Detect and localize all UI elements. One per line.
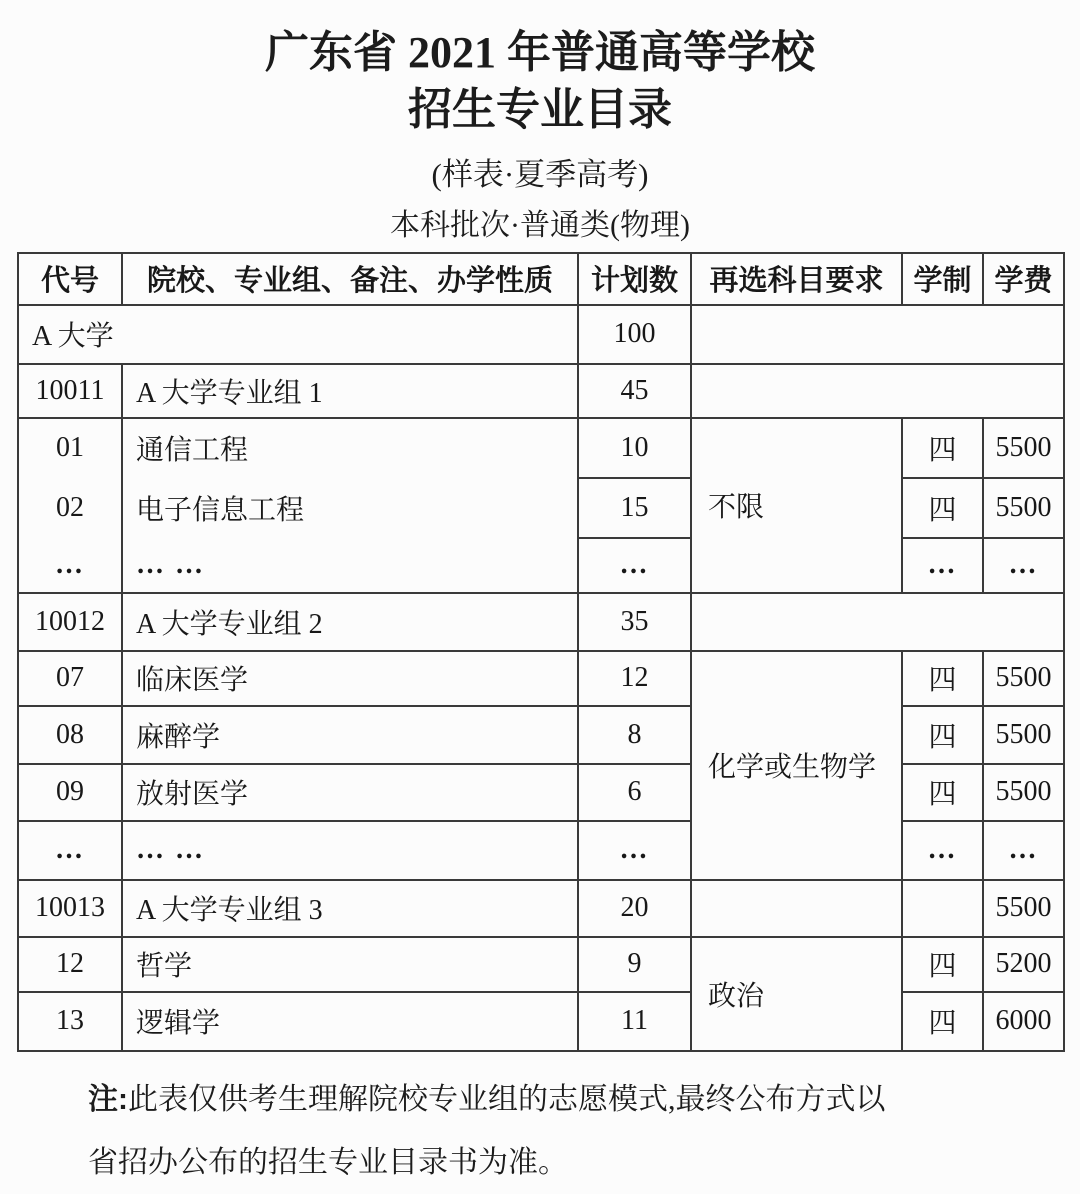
page-title xyxy=(0,0,1080,138)
plan-cell: 11 xyxy=(578,992,691,1051)
plan-cell: 45 xyxy=(578,364,691,418)
row-major-07 xyxy=(18,651,1064,706)
plan-cell: 8 xyxy=(578,706,691,764)
admissions-table xyxy=(17,252,1065,1052)
page-title-line1: 广东省 2021 年普通高等学校 xyxy=(265,28,815,77)
code-cell: 10011 xyxy=(18,364,122,418)
row-group-10011 xyxy=(18,364,1064,418)
row-ellipsis-group1 xyxy=(18,538,1064,593)
fee-cell: 6000 xyxy=(983,992,1064,1051)
plan-cell: 6 xyxy=(578,764,691,821)
plan-cell: 100 xyxy=(578,305,691,364)
row-major-09 xyxy=(18,764,1064,821)
plan-cell: 20 xyxy=(578,880,691,937)
years-cell: 四 xyxy=(902,651,983,706)
years-cell: 四 xyxy=(902,478,983,538)
code-cell: 02 xyxy=(18,478,122,538)
major-name-cell: 临床医学 xyxy=(122,651,578,706)
plan-cell: … xyxy=(578,538,691,593)
major-name-cell: 麻醉学 xyxy=(122,706,578,764)
empty-years-cell xyxy=(902,880,983,937)
major-name-cell: 通信工程 xyxy=(122,418,578,478)
fee-cell: 5500 xyxy=(983,880,1064,937)
fee-cell: 5500 xyxy=(983,478,1064,538)
group-name-cell: A 大学专业组 2 xyxy=(122,593,578,651)
header-school: 院校、专业组、备注、办学性质 xyxy=(122,253,578,305)
footnote-line1: 此表仅供考生理解院校专业组的志愿模式,最终公布方式以 xyxy=(128,1082,886,1116)
code-cell: 07 xyxy=(18,651,122,706)
footnote-label: 注: xyxy=(88,1082,128,1116)
major-name-cell: 放射医学 xyxy=(122,764,578,821)
code-cell: 10013 xyxy=(18,880,122,937)
subject-requirement-cell: 政治 xyxy=(691,937,902,1051)
years-cell: … xyxy=(902,821,983,880)
university-name-cell: A 大学 xyxy=(18,305,578,364)
years-cell: … xyxy=(902,538,983,593)
fee-cell: 5500 xyxy=(983,706,1064,764)
footnote-line2: 省招办公布的招生专业目录书为准。 xyxy=(88,1145,568,1179)
fee-cell: 5500 xyxy=(983,418,1064,478)
fee-cell: 5500 xyxy=(983,764,1064,821)
code-cell: 01 xyxy=(18,418,122,478)
header-subject: 再选科目要求 xyxy=(691,253,902,305)
plan-cell: 12 xyxy=(578,651,691,706)
plan-cell: 9 xyxy=(578,937,691,992)
code-cell: 10012 xyxy=(18,593,122,651)
empty-cell xyxy=(691,305,1064,364)
code-cell: 13 xyxy=(18,992,122,1051)
years-cell: 四 xyxy=(902,706,983,764)
code-cell: … xyxy=(18,821,122,880)
code-cell: 09 xyxy=(18,764,122,821)
row-major-01 xyxy=(18,418,1064,478)
fee-cell: 5200 xyxy=(983,937,1064,992)
plan-cell: 10 xyxy=(578,418,691,478)
row-university xyxy=(18,305,1064,364)
page-title-line2: 招生专业目录 xyxy=(408,85,672,135)
major-name-cell: … … xyxy=(122,538,578,593)
fee-cell: 5500 xyxy=(983,651,1064,706)
group-name-cell: A 大学专业组 3 xyxy=(122,880,578,937)
years-cell: 四 xyxy=(902,992,983,1051)
row-major-02 xyxy=(18,478,1064,538)
empty-subject-cell xyxy=(691,880,902,937)
major-name-cell: … … xyxy=(122,821,578,880)
code-cell: … xyxy=(18,538,122,593)
batch-category-label: 本科批次·普通类(物理) xyxy=(390,208,690,242)
table-header-row xyxy=(18,253,1064,305)
row-major-13 xyxy=(18,992,1064,1051)
row-major-12 xyxy=(18,937,1064,992)
row-ellipsis-group2 xyxy=(18,821,1064,880)
row-group-10013 xyxy=(18,880,1064,937)
header-code: 代号 xyxy=(18,253,122,305)
subject-requirement-cell: 不限 xyxy=(691,418,902,593)
code-cell: 08 xyxy=(18,706,122,764)
fee-cell: … xyxy=(983,821,1064,880)
empty-cell xyxy=(691,364,1064,418)
plan-cell: 35 xyxy=(578,593,691,651)
years-cell: 四 xyxy=(902,418,983,478)
major-name-cell: 逻辑学 xyxy=(122,992,578,1051)
row-major-08 xyxy=(18,706,1064,764)
group-name-cell: A 大学专业组 1 xyxy=(122,364,578,418)
sample-subtitle: (样表·夏季高考) xyxy=(431,157,649,193)
years-cell: 四 xyxy=(902,937,983,992)
header-years: 学制 xyxy=(902,253,983,305)
plan-cell: … xyxy=(578,821,691,880)
header-fee: 学费 xyxy=(983,253,1064,305)
years-cell: 四 xyxy=(902,764,983,821)
footnote xyxy=(88,1068,1020,1194)
plan-cell: 15 xyxy=(578,478,691,538)
row-group-10012 xyxy=(18,593,1064,651)
major-name-cell: 电子信息工程 xyxy=(122,478,578,538)
empty-cell xyxy=(691,593,1064,651)
major-name-cell: 哲学 xyxy=(122,937,578,992)
subject-requirement-cell: 化学或生物学 xyxy=(691,651,902,880)
fee-cell: … xyxy=(983,538,1064,593)
header-plan: 计划数 xyxy=(578,253,691,305)
code-cell: 12 xyxy=(18,937,122,992)
